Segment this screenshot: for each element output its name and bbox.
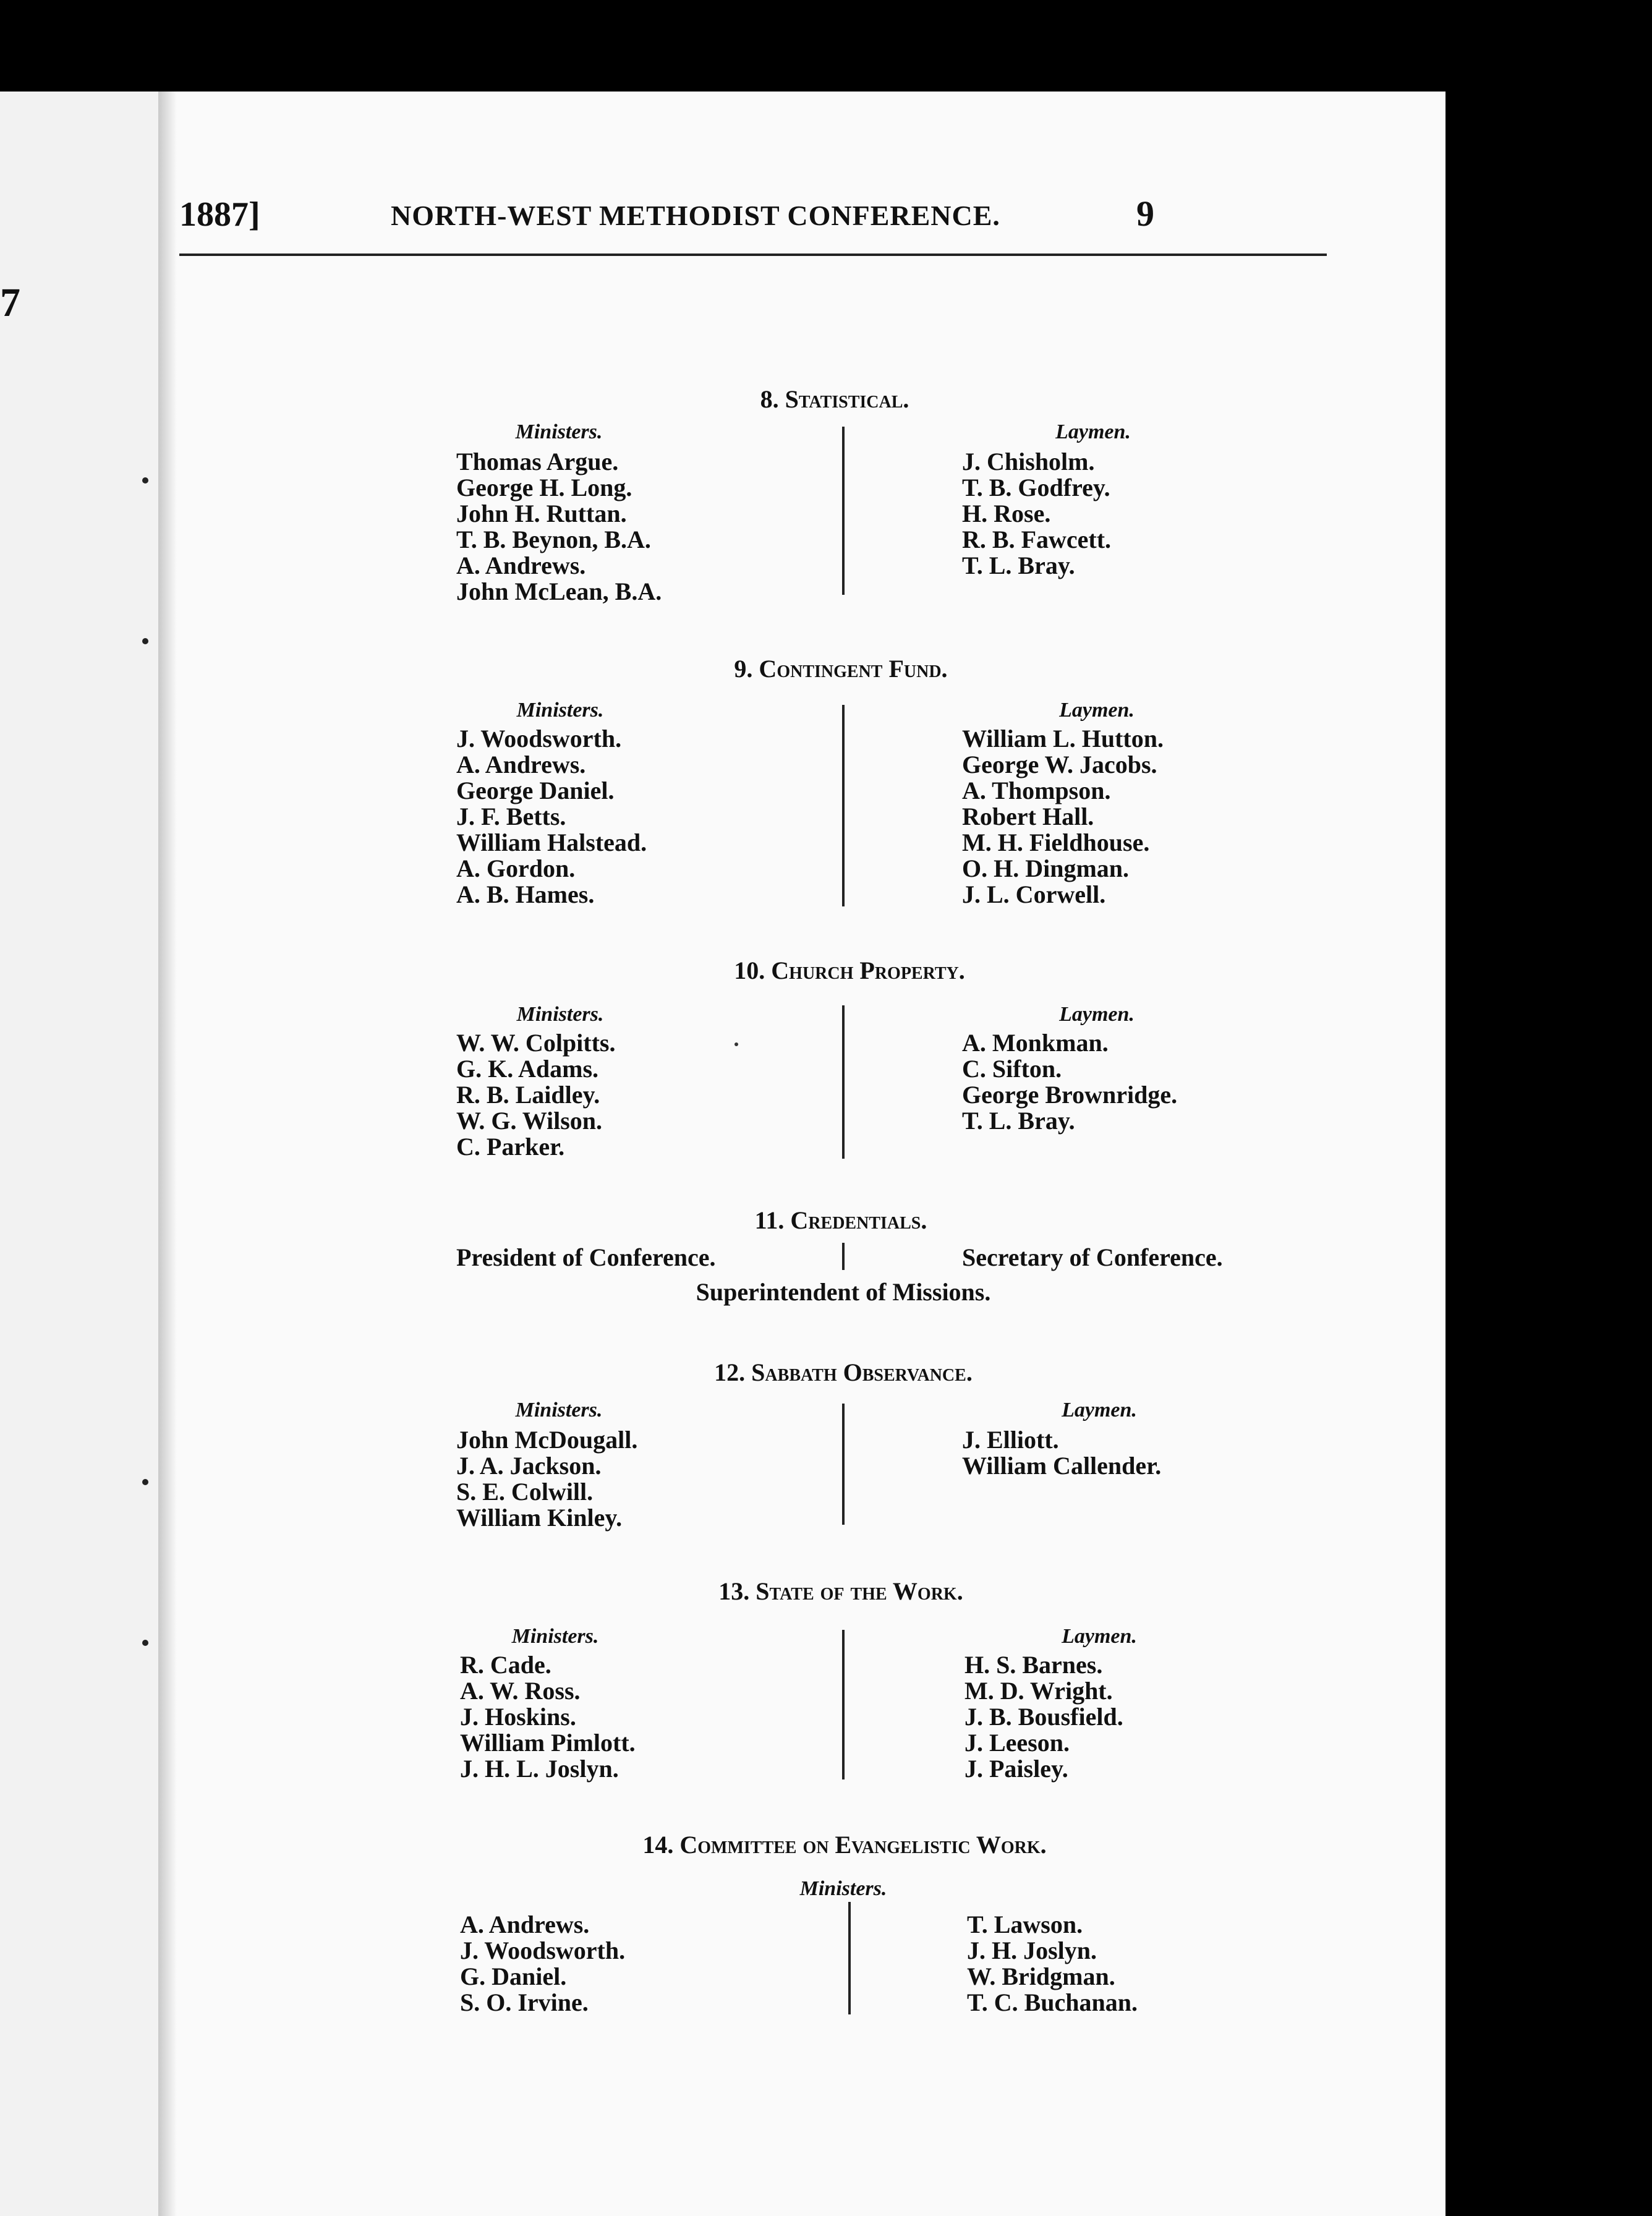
name-entry: John McDougall. — [456, 1426, 638, 1454]
margin-mark — [142, 1640, 148, 1646]
credentials-center: Superintendent of Missions. — [696, 1278, 991, 1306]
laymen-heading: Laymen. — [1059, 1003, 1135, 1026]
name-entry: William Pimlott. — [460, 1729, 636, 1757]
name-entry: John H. Ruttan. — [456, 500, 627, 527]
name-entry: W. Bridgman. — [967, 1962, 1115, 1990]
margin-mark — [142, 477, 148, 484]
laymen-list — [962, 449, 1111, 579]
name-entry: George W. Jacobs. — [962, 751, 1157, 778]
ministers-list — [456, 726, 647, 908]
name-entry: J. Chisholm. — [962, 448, 1095, 475]
section-title-statistical: 8. Statistical. — [760, 385, 909, 413]
name-entry: A. Andrews. — [456, 751, 586, 778]
name-entry: George Daniel. — [456, 777, 615, 804]
section-title-sabbath-observance: 12. Sabbath Observance. — [714, 1358, 973, 1386]
header-year: 1887] — [179, 195, 260, 234]
column-divider — [842, 1005, 845, 1159]
name-entry: R. Cade. — [460, 1651, 551, 1679]
name-entry: J. A. Jackson. — [456, 1452, 602, 1480]
ministers-list-right — [967, 1912, 1138, 2016]
name-entry: T. C. Buchanan. — [967, 1988, 1138, 2016]
section-title-state-of-work: 13. State of the Work. — [718, 1577, 963, 1605]
name-entry: G. K. Adams. — [456, 1055, 599, 1083]
margin-mark — [142, 1479, 148, 1485]
name-entry: A. Thompson. — [962, 777, 1111, 804]
name-entry: A. Monkman. — [962, 1029, 1109, 1057]
ministers-heading: Ministers. — [515, 1399, 603, 1421]
name-entry: A. Andrews. — [460, 1911, 590, 1938]
name-entry: T. L. Bray. — [962, 1107, 1075, 1135]
section-title-church-property: 10. Church Property. — [734, 957, 965, 984]
name-entry: T. Lawson. — [967, 1911, 1083, 1938]
ministers-heading: Ministers. — [799, 1877, 887, 1900]
name-entry: J. H. L. Joslyn. — [460, 1755, 619, 1783]
name-entry: C. Parker. — [456, 1133, 565, 1161]
name-entry: R. B. Laidley. — [456, 1081, 600, 1109]
name-entry: T. B. Beynon, B.A. — [456, 526, 651, 553]
header-rule — [179, 254, 1327, 256]
margin-mark — [142, 638, 148, 644]
ministers-list — [456, 449, 662, 605]
page-gutter — [158, 92, 177, 2216]
name-entry: George H. Long. — [456, 474, 632, 501]
name-entry: Thomas Argue. — [456, 448, 619, 475]
laymen-list — [962, 726, 1164, 908]
name-entry: M. D. Wright. — [964, 1677, 1113, 1705]
name-entry: William Halstead. — [456, 829, 647, 856]
running-title: NORTH-WEST METHODIST CONFERENCE. — [391, 200, 1000, 231]
name-entry: J. Elliott. — [962, 1426, 1059, 1454]
ministers-list — [456, 1030, 616, 1160]
name-entry: J. Leeson. — [964, 1729, 1070, 1757]
name-entry: William L. Hutton. — [962, 725, 1164, 752]
name-entry: J. Hoskins. — [460, 1703, 576, 1731]
previous-page-number: 7 — [0, 280, 20, 325]
name-entry: A. B. Hames. — [456, 880, 595, 908]
section-title-contingent-fund: 9. Contingent Fund. — [734, 655, 948, 683]
column-divider — [842, 1404, 845, 1525]
name-entry: J. F. Betts. — [456, 803, 566, 830]
laymen-list — [964, 1652, 1123, 1782]
name-entry: H. S. Barnes. — [964, 1651, 1103, 1679]
credentials-right: Secretary of Conference. — [962, 1243, 1223, 1271]
name-entry: J. Woodsworth. — [460, 1937, 626, 1964]
laymen-heading: Laymen. — [1059, 699, 1135, 722]
name-entry: C. Sifton. — [962, 1055, 1062, 1083]
name-entry: S. O. Irvine. — [460, 1988, 589, 2016]
name-entry: William Callender. — [962, 1452, 1162, 1480]
name-entry: A. W. Ross. — [460, 1677, 581, 1705]
ministers-heading: Ministers. — [516, 1003, 604, 1026]
section-title-evangelistic-work: 14. Committee on Evangelistic Work. — [642, 1831, 1047, 1859]
ministers-list — [456, 1427, 637, 1531]
name-entry: William Kinley. — [456, 1504, 623, 1532]
previous-page — [0, 92, 168, 2216]
ministers-heading: Ministers. — [511, 1625, 599, 1648]
credentials-left: President of Conference. — [456, 1243, 716, 1271]
name-entry: Robert Hall. — [962, 803, 1094, 830]
name-entry: G. Daniel. — [460, 1962, 567, 1990]
name-entry: J. H. Joslyn. — [967, 1937, 1097, 1964]
name-entry: J. Paisley. — [964, 1755, 1068, 1783]
column-divider — [842, 1630, 845, 1779]
name-entry: S. E. Colwill. — [456, 1478, 594, 1506]
ministers-list-left — [460, 1912, 625, 2016]
name-entry: W. W. Colpitts. — [456, 1029, 616, 1057]
column-divider — [842, 705, 845, 906]
laymen-heading: Laymen. — [1055, 420, 1131, 443]
column-divider — [842, 1243, 845, 1270]
ministers-heading: Ministers. — [515, 420, 603, 443]
laymen-list — [962, 1030, 1177, 1134]
column-divider — [848, 1902, 851, 2014]
name-entry: J. B. Bousfield. — [964, 1703, 1123, 1731]
name-entry: George Brownridge. — [962, 1081, 1178, 1109]
name-entry: J. L. Corwell. — [962, 880, 1106, 908]
name-entry: T. L. Bray. — [962, 552, 1075, 579]
name-entry: John McLean, B.A. — [456, 577, 662, 605]
laymen-heading: Laymen. — [1062, 1625, 1137, 1648]
column-divider — [842, 427, 845, 595]
name-entry: M. H. Fieldhouse. — [962, 829, 1150, 856]
name-entry: W. G. Wilson. — [456, 1107, 603, 1135]
name-entry: R. B. Fawcett. — [962, 526, 1112, 553]
name-entry: A. Andrews. — [456, 552, 586, 579]
name-entry: O. H. Dingman. — [962, 854, 1130, 882]
section-title-credentials: 11. Credentials. — [754, 1206, 927, 1234]
name-entry: H. Rose. — [962, 500, 1051, 527]
laymen-list — [962, 1427, 1161, 1479]
laymen-heading: Laymen. — [1062, 1399, 1137, 1421]
name-entry: A. Gordon. — [456, 854, 576, 882]
page-number: 9 — [1136, 194, 1154, 234]
name-entry: J. Woodsworth. — [456, 725, 622, 752]
print-speck — [734, 1042, 738, 1046]
name-entry: T. B. Godfrey. — [962, 474, 1110, 501]
ministers-list — [460, 1652, 636, 1782]
ministers-heading: Ministers. — [516, 699, 604, 722]
